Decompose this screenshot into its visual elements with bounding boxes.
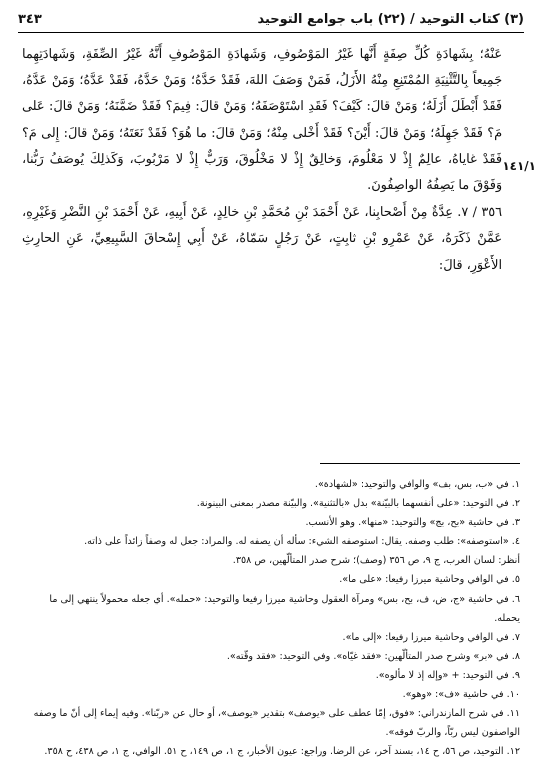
footnote: ١٠. في حاشية «ف»: «وهو».: [402, 689, 520, 701]
running-title: (٣) كتاب التوحيد / (٢٢) باب جوامع التوحيد: [257, 12, 524, 27]
page-number: ٣٤٣: [18, 12, 42, 27]
footnote: ١. في «ب، بس، بف» والوافي والتوحيد: «لشهادة».: [314, 479, 520, 490]
hadith-chain-paragraph: ٣٥٦ / ٧. عِدَّةٌ مِنْ أَصْحابِنا، عَنْ أَحْمَدَ بْنِ مُحَمَّدِ بْنِ خالِدٍ، عَنْ أَبِيهِ، عَنْ أَحْمَدَ بْنِ النَّضْرِ وَغَيْرِهِ، عَمَّنْ ذَكَرَهُ، عَنْ عَمْرِو بْنِ ثابِتٍ، عَنْ رَجُلٍ سَمّاهُ، عَنْ أَبِي إِسْحاقَ السَّبِيعِيِّ، عَنِ الحارِثِ الأَعْوَرِ، قالَ:: [22, 205, 502, 273]
footnote: ٥. في الوافي وحاشية ميرزا رفيعا: «على ما».: [339, 574, 520, 586]
footnote-rule: [320, 463, 520, 464]
footnote: ٤. «استوصفه»: طلب وصفه. يقال: استوصفه الشيء: سأله أن يصفه له. والمراد: جعل له وصفاً زائداً على ذاته.: [84, 536, 520, 548]
margin-reference: ١٤١/١: [502, 159, 536, 173]
page-header: [18, 8, 524, 34]
footnote: ٦. في حاشية «ج، ض، ف، بح، بس» ومرآة العقول وحاشية ميرزا رفيعا والتوحيد: «حمله». أي جعله محمولاً ينتهي إلى ما يحمله.: [49, 593, 520, 624]
footnote: أنظر: لسان العرب، ج ٩، ص ٣٥٦ (وصف)؛ شرح صدر المتألّهين، ص ٣٥٨.: [232, 555, 520, 567]
footnote: ١١. في شرح المازندراني: «فوق، إمّا عطف على «يوصف» بتقدير «يوصف»، أو حال عن «ربّنا». وفيه إيماء إلى أنّ ما وصفه الواصفون ليس ربّاً، والربّ فوقه».: [33, 708, 520, 739]
footnote: ٨. في «بر» وشرح صدر المتألّهين: «فقد غيّاه». وفي التوحيد: «فقد وقّته».: [226, 650, 520, 662]
footnote: ٢. في التوحيد: «على أنفسهما بالبيّنة» بدل «بالتثنية». والبيّنة مصدر بمعنى البينونة.: [196, 498, 520, 510]
main-text: [22, 42, 502, 279]
header-rule: [18, 32, 524, 33]
footnote: ٩. في التوحيد: + «وإله إذ لا مألوه».: [375, 669, 520, 681]
footnote: ١٢. التوحيد، ص ٥٦، ح ١٤، بسند آخر، عن الرضا. وراجع: عيون الأخبار، ج ١، ص ١٤٩، ح ٥١. الوافي، ج ١، ص ٤٣٨، ح ٣٥٨.: [44, 746, 520, 758]
hadith-text-paragraph: عَنْهُ؛ بِشَهادَةِ كُلِّ صِفَةٍ أَنَّها غَيْرُ المَوْصُوفِ، وَشَهادَةِ المَوْصُوفِ أَنَّهُ غَيْرُ الصِّفَةِ، وَشَهادَتِهِما جَمِيعاً بِالتَّثْنِيَةِ المُمْتَنِعِ مِنْهُ الأَزَلُ، فَمَنْ وَصَفَ اللهَ، فَقَدْ حَدَّهُ؛ وَمَنْ حَدَّهُ، فَقَدْ عَدَّهُ؛ وَمَنْ عَدَّهُ، فَقَدْ أَبْطَلَ أَزَلَهُ؛ وَمَنْ قالَ: كَيْفَ؟ فَقَدِ اسْتَوْصَفَهُ؛ وَمَنْ قالَ: فِيمَ؟ فَقَدْ ضَمَّنَهُ؛ وَمَنْ قالَ: عَلى مَ؟ فَقَدْ جَهِلَهُ؛ وَمَنْ قالَ: أَيْنَ؟ فَقَدْ أَخْلى مِنْهُ؛ وَمَنْ قالَ: ما هُوَ؟ فَقَدْ نَعَتَهُ؛ وَمَنْ قالَ: إِلى مَ؟ فَقَدْ غاياهُ، عالِمٌ إِذْ لا مَعْلُومَ، وَخالِقٌ إِذْ لا مَخْلُوقَ، وَرَبٌّ إِذْ لا مَرْبُوبَ، وَكَذلِكَ يُوصَفُ رَبُّنا، وَفَوْقَ ما يَصِفُهُ الواصِفُونَ.: [22, 47, 502, 194]
footnote: ٣. في حاشية «بح، بج» والتوحيد: «منها». وهو الأنسب.: [305, 517, 520, 529]
footnote: ٧. في الوافي وحاشية ميرزا رفيعا: «إلى ما».: [342, 631, 520, 643]
footnotes: [22, 475, 520, 761]
